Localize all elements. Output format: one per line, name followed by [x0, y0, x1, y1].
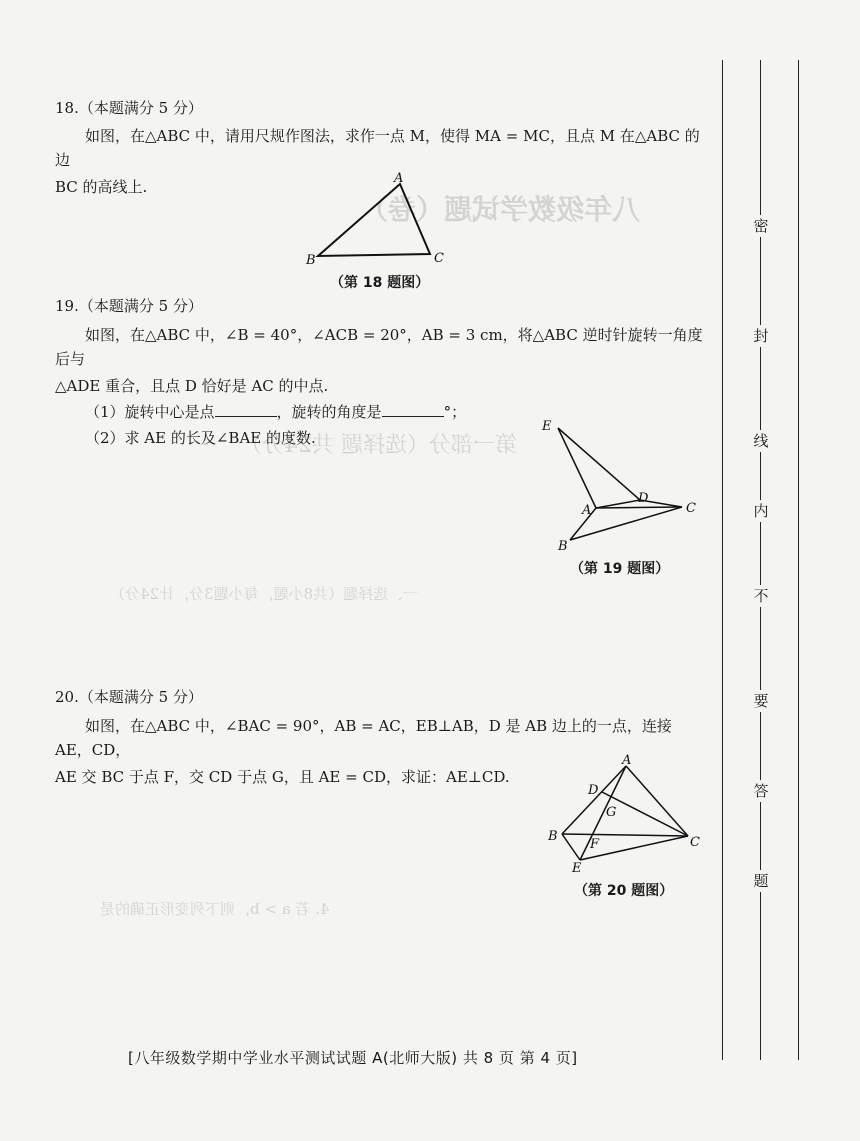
- rotation-center-blank[interactable]: [215, 401, 277, 417]
- question-18-text-line2: BC 的高线上.: [55, 178, 148, 196]
- triangle-abc: [318, 184, 430, 256]
- binding-char-1: 密: [750, 215, 772, 237]
- binding-char-3: 线: [750, 430, 772, 452]
- fig20-label-g: G: [606, 805, 617, 820]
- bleed-through-text: 一、选择题（共8小题，每小题3分，计24分）: [110, 585, 419, 603]
- binding-char-5: 不: [750, 585, 772, 607]
- binding-line-right: [798, 60, 799, 1060]
- segment-ae: [558, 428, 596, 508]
- fig19-label-d: D: [638, 491, 649, 506]
- fig18-label-a: A: [394, 171, 404, 186]
- segment-be: [562, 834, 580, 860]
- segment-ed: [558, 428, 640, 500]
- question-20-text-line1: 如图，在△ABC 中，∠BAC = 90°，AB = AC，EB⊥AB，D 是 AB 边上的一点，连接 AE，CD，: [55, 717, 672, 759]
- binding-line-inner: [760, 60, 761, 1060]
- question-19-part2: （2）求 AE 的长及∠BAE 的度数.: [85, 429, 316, 447]
- binding-char-4: 内: [750, 500, 772, 522]
- segment-ad: [596, 500, 640, 508]
- figure-20-caption: （第 20 题图）: [574, 883, 674, 899]
- question-20-title: 20.（本题满分 5 分）: [55, 688, 203, 706]
- page-footer: [八年级数学期中学业水平测试试题 A(北师大版) 共 8 页 第 4 页]: [128, 1049, 578, 1067]
- fig20-label-e: E: [572, 861, 582, 876]
- figure-19-caption: （第 19 题图）: [570, 561, 670, 577]
- fig20-label-b: B: [548, 829, 558, 844]
- binding-char-7: 答: [750, 780, 772, 802]
- binding-char-2: 封: [750, 325, 772, 347]
- fig18-label-b: B: [306, 253, 316, 268]
- fig19-label-a: A: [582, 503, 592, 518]
- figure-18-caption: （第 18 题图）: [330, 275, 430, 291]
- binding-line-left: [722, 60, 723, 1060]
- question-19-text-line2: △ADE 重合，且点 D 恰好是 AC 的中点.: [55, 377, 329, 395]
- part1-text-c: °；: [443, 403, 467, 421]
- binding-char-8: 题: [750, 870, 772, 892]
- segment-bc: [562, 834, 688, 836]
- binding-char-6: 要: [750, 690, 772, 712]
- figure-18: [300, 170, 460, 270]
- fig19-label-e: E: [542, 419, 552, 434]
- segment-ac: [626, 766, 688, 836]
- fig20-label-a: A: [622, 754, 632, 768]
- fig18-label-c: C: [434, 251, 444, 266]
- fig20-label-c: C: [690, 835, 700, 850]
- bleed-through-text: 八年级数学试题（卷）: [360, 193, 641, 226]
- question-18-text-line1: 如图，在△ABC 中，请用尺规作图法，求作一点 M，使得 MA = MC，且点 M 在△ABC 的边: [55, 127, 700, 169]
- part1-text-b: ，旋转的角度是: [276, 403, 382, 421]
- figure-19: [540, 416, 710, 556]
- question-18-title: 18.（本题满分 5 分）: [55, 99, 203, 117]
- rotation-angle-blank[interactable]: [382, 401, 444, 417]
- figure-20: [540, 754, 710, 876]
- segment-ac: [596, 507, 682, 508]
- question-19-title: 19.（本题满分 5 分）: [55, 297, 203, 315]
- bleed-through-text: 4. 若 a > b，则下列变形正确的是: [100, 900, 330, 918]
- segment-ae: [580, 766, 626, 860]
- binding-margin: [722, 60, 802, 1060]
- part1-text-a: （1）旋转中心是点: [85, 403, 215, 421]
- question-20-text-line2: AE 交 BC 于点 F，交 CD 于点 G，且 AE = CD，求证：AE⊥CD.: [55, 768, 510, 786]
- fig19-label-b: B: [558, 539, 568, 554]
- bleed-through-text: 第一部分（选择题 共24分）: [240, 433, 517, 458]
- fig20-label-d: D: [588, 783, 599, 798]
- question-19-text-line1: 如图，在△ABC 中，∠B = 40°，∠ACB = 20°，AB = 3 cm，将△ABC 逆时针旋转一角度后与: [55, 326, 703, 368]
- fig20-label-f: F: [590, 837, 600, 852]
- fig19-label-c: C: [686, 501, 696, 516]
